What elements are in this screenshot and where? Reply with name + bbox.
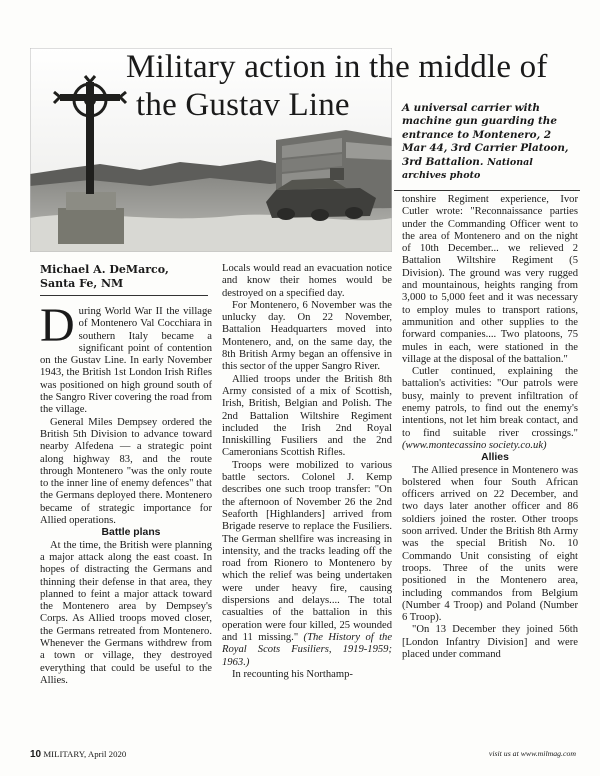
paragraph [222, 460, 392, 669]
paragraph: In recounting his Northamp- [232, 668, 353, 680]
column-1 [40, 299, 212, 687]
title-line-1: Military action in the middle of [126, 49, 548, 85]
caption-text: A universal carrier with machine gun guarding the entrance to Montenero, 2 Mar 44, 3rd Carrier Platoon, 3rd Battalion. [402, 102, 569, 168]
photo-caption [402, 102, 578, 182]
quote-text: Troops were mobilized to various battle sectors. Colonel J. Kemp describes one such troop transfer: "On the afternoon of November 26 the 2nd Seaforth [Highlanders] arrived from Brigade reserve to replace the Fusiliers. The German shellfire was increasing in intensity, and the tracks leading off the road from Rionero to Montenero by which the relief was being undertaken were under heavy fire, causing dispersions and delays.... The total casualties of the battalion in this operation were four killed, 25 wounded and 11 missing." [222, 459, 392, 643]
photo-credit: National archives photo [402, 156, 533, 182]
title-line-2: the Gustav Line [136, 87, 350, 123]
page-footer-right [489, 749, 576, 758]
author-location: Santa Fe, NM [40, 277, 124, 290]
paragraph: At the time, the British were planning a major attack along the east coast. In hopes of distracting the Germans and thinning their defense in that area, they planned to feint a major attack toward the Montenero area by Dempsey's Corps. As Allied troops moved closer, the Germans retreated from Montenero. Whenever the Germans withdrew from a town or village, they destroyed everything that could be useful to the Allies. [40, 539, 212, 686]
website-link: visit us at www.milmag.com [488, 749, 576, 758]
author-name: Michael A. DeMarco, [40, 263, 169, 276]
citation: (The History of the Royal Scots Fusiliers, 1919-1959; 1963.) [222, 631, 393, 668]
drop-cap: D [40, 299, 75, 352]
paragraph-text: Cutler continued, explaining the battalion's activities: "Our patrols were busy, mainly to prevent infiltration of enemy patrols, to find out the enemy's intentions, not let him break contact, and to find suitable river crossings." [402, 366, 578, 439]
paragraph [40, 299, 212, 417]
paragraph: "On 13 December they joined 56th [London Infantry Division] and were placed under command [402, 624, 578, 660]
paragraph: For Montenero, 6 November was the unlucky day. On 22 November, Battalion Headquarters moved into Montenero, and, on the same day, the 8th British Army began an offensive in this sector of the upper Sangro River. [222, 299, 392, 373]
paragraph: tonshire Regiment experience, Ivor Cutler wrote: "Reconnaissance parties under the Commanding Officer went to the area of Montenero and on the night of 10th December... we relieved 2 Battalion Wiltshire Regiment (5 Division). The ground was very rugged and mountainous, heights ranging from 3,000 to 5,000 feet and it was necessary to employ mules to transport rations, ammunition and other supplies to the forward companies.... Two platoons, 75 mules in each, were stationed in the village at the disposal of the battalion." [402, 194, 578, 365]
paragraph-text: uring World War II the village of Montenero Val Cocchiara in southern Italy became a significant point of contention on the Gustav Line. In early November 1943, the British 1st London Irish Rifles was positioned on high ground south of the Sangro River covering the road from the village. [40, 306, 212, 416]
paragraph: The Allied presence in Montenero was bolstered when four South African officers arrived on 22 December, and two days later another officer and 86 soldiers joined the roster. Other troops soon arrived. Under the British 8th Army was the special British No. 10 Commando Unit consisting of eight troops. Three of the units were positioned in the Montenero area, including commandos from Belgium (Number 4 Troop) and Poland (Number 6 Troop). [402, 464, 578, 624]
byline [40, 263, 208, 296]
citation: (www.montecassino society.co.uk) [402, 439, 547, 451]
page-number: 10 [30, 749, 42, 760]
section-heading: Allies [481, 452, 509, 464]
caption-divider [394, 190, 580, 191]
paragraph [402, 366, 578, 452]
paragraph: General Miles Dempsey ordered the British 5th Division to advance toward nearby Alfedena — a strategic point along highway 83, and the route through Montenero "was the only route to the inner line of enemy defences" that the Germans deployed there. Montenero became of strategic importance for Allied operations. [40, 416, 212, 527]
column-3 [402, 194, 578, 661]
paragraph: Locals would read an evacuation notice and know their homes would be destroyed on a specified day. [222, 263, 392, 299]
magazine-issue: MILITARY, April 2020 [43, 749, 127, 759]
paragraph: Allied troops under the British 8th Army consisted of a mix of Scottish, Irish, British, Belgian and Polish. The 2nd Battalion Wiltshire Regiment included the Irish 2nd Royal Inniskilling Fusiliers and the 2nd Cameronians Scottish Rifles. [222, 373, 392, 459]
section-heading: Battle plans [101, 527, 161, 539]
column-2 [222, 263, 392, 681]
page-footer-left [30, 749, 126, 760]
